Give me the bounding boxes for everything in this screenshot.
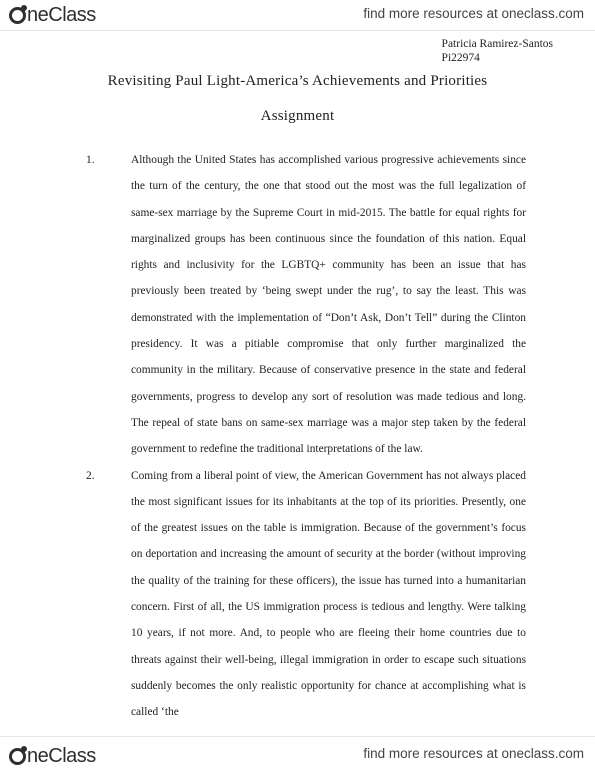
student-id: Pi22974 bbox=[441, 52, 480, 64]
bottom-banner bbox=[0, 736, 595, 771]
top-banner bbox=[0, 0, 595, 31]
list-item-text: Although the United States has accomplished various progressive achievements since the turn of the century, the one that stood out the most was the full legalization of same-sex marriage by the Supreme Court in mid-2015. The battle for equal rights for marginalized groups has been continuous since the foundation of this nation. Equal rights and inclusivity for the LGBTQ+ community has been an issue that has previously been treated by ‘being swept under the rug’, to say the least. This was demonstrated with the implementation of “Don’t Ask, Don’t Tell” during the Clinton presidency. It was a pitiable compromise that only further marginalized the community in the military. Because of conservative presence in the state and federal governments, progress to develop any sort of resolution was made tedious and long. The repeal of state bans on same-sex marriage was a major step taken by the federal government to redefine the traditional interpretations of the law. bbox=[131, 154, 526, 456]
logo-text: neClass bbox=[27, 3, 96, 26]
list-item bbox=[86, 147, 526, 463]
numbered-list bbox=[86, 147, 526, 726]
document-subtitle: Assignment bbox=[260, 108, 335, 124]
logo-text: neClass bbox=[27, 744, 96, 767]
list-item-text: Coming from a liberal point of view, the American Government has not always placed the most significant issues for its inhabitants at the top of its priorities. Presently, one of the greatest issues on the table is immigration. Because of the government’s focus on deportation and increasing the amount of security at the border (without improving the quality of the training for these officers), the issue has turned into a humanitarian concern. First of all, the US immigration process is tedious and lengthy. Were talking 10 years, if not more. And, to people who are fleeing their home countries due to threats against their well-being, illegal immigration in order to escape such situations suddenly becomes the only realistic opportunity for chance at accomplishing what is called ‘the bbox=[131, 469, 526, 719]
find-resources-link[interactable]: find more resources at oneclass.com bbox=[363, 746, 584, 761]
author-name: Patricia Ramirez-Santos bbox=[441, 38, 553, 50]
document-title: Revisiting Paul Light-America’s Achievements and Priorities bbox=[107, 73, 488, 89]
find-resources-link[interactable]: find more resources at oneclass.com bbox=[363, 6, 584, 21]
oneclass-logo[interactable] bbox=[9, 4, 96, 26]
author-block bbox=[442, 37, 553, 65]
oneclass-logo[interactable] bbox=[9, 745, 96, 767]
list-item-number: 2. bbox=[86, 469, 95, 482]
list-item bbox=[86, 463, 526, 726]
oneclass-logo-icon bbox=[9, 7, 26, 24]
list-item-number: 1. bbox=[86, 154, 95, 166]
oneclass-logo-icon bbox=[9, 748, 26, 765]
